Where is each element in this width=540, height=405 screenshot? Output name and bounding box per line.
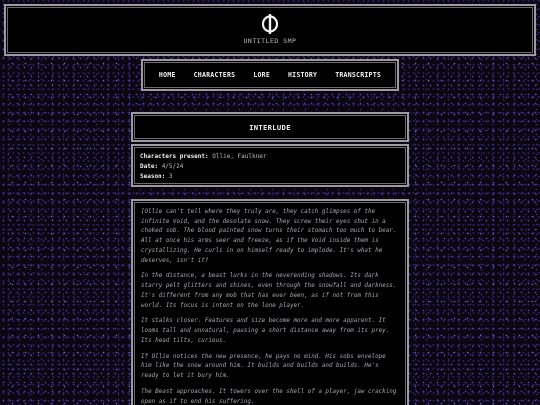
meta-season-value: 3: [168, 173, 173, 180]
nav-lore[interactable]: LORE: [253, 71, 270, 79]
main-nav: [141, 59, 399, 91]
nav-transcripts[interactable]: TRANSCRIPTS: [335, 71, 382, 79]
story-paragraph: The Beast approaches. It towers over the shell of a player, jaw cracking open as if to end his suffering.: [141, 389, 397, 405]
meta-date: [140, 162, 400, 172]
story-paragraph: If Ollie notices the new presence, he pays no mind. His sobs envelope him like the snow around him. It builds and builds and builds. He's ready to let it bury him.: [141, 353, 386, 380]
meta-characters-value: Ollie, Faulkner: [212, 153, 267, 160]
meta-season: [140, 172, 400, 182]
episode-meta-panel: [131, 144, 409, 187]
story-paragraph: [Ollie can't tell where they truly are, they catch glimpses of the infinite Void, and the desolate snow. They screw their eyes shut in a choked sob. The blood painted snow turns their stomach too much to bear. All at once his arms seer and freeze, as if the Void inside them is crystallizing. He curls in on himself ready to implode. It's what he deserves, isn't it?: [141, 209, 397, 264]
nav-history[interactable]: HISTORY: [288, 71, 318, 79]
nav-home[interactable]: HOME: [158, 71, 176, 79]
page-title: INTERLUDE: [249, 122, 291, 132]
nav-characters[interactable]: CHARACTERS: [193, 71, 236, 79]
meta-season-label: Season:: [140, 173, 166, 180]
story-panel: [131, 199, 409, 405]
page-title-panel: [131, 112, 409, 142]
phi-logo-icon[interactable]: [260, 13, 280, 35]
meta-characters-label: Characters present:: [140, 153, 209, 160]
meta-characters: [140, 152, 400, 162]
meta-date-value: 4/5/24: [161, 163, 184, 170]
story-paragraph: In the distance, a beast lurks in the neverending shadows. Its dark starry pelt glitters and shines, even through the snowfall and darkness. It's different from any mob that has ever been, as if not from this world. Its focus is intent on the lone player.: [141, 273, 397, 309]
meta-date-label: Date:: [140, 163, 159, 170]
story-paragraph: It stalks closer. Features and size become more and more apparent. It looms tall and unnatural, pausing a short distance away from its prey. Its head tilts, curious.: [141, 318, 390, 344]
site-header: [4, 4, 536, 56]
site-title: UNTITLED SMP: [243, 37, 297, 45]
